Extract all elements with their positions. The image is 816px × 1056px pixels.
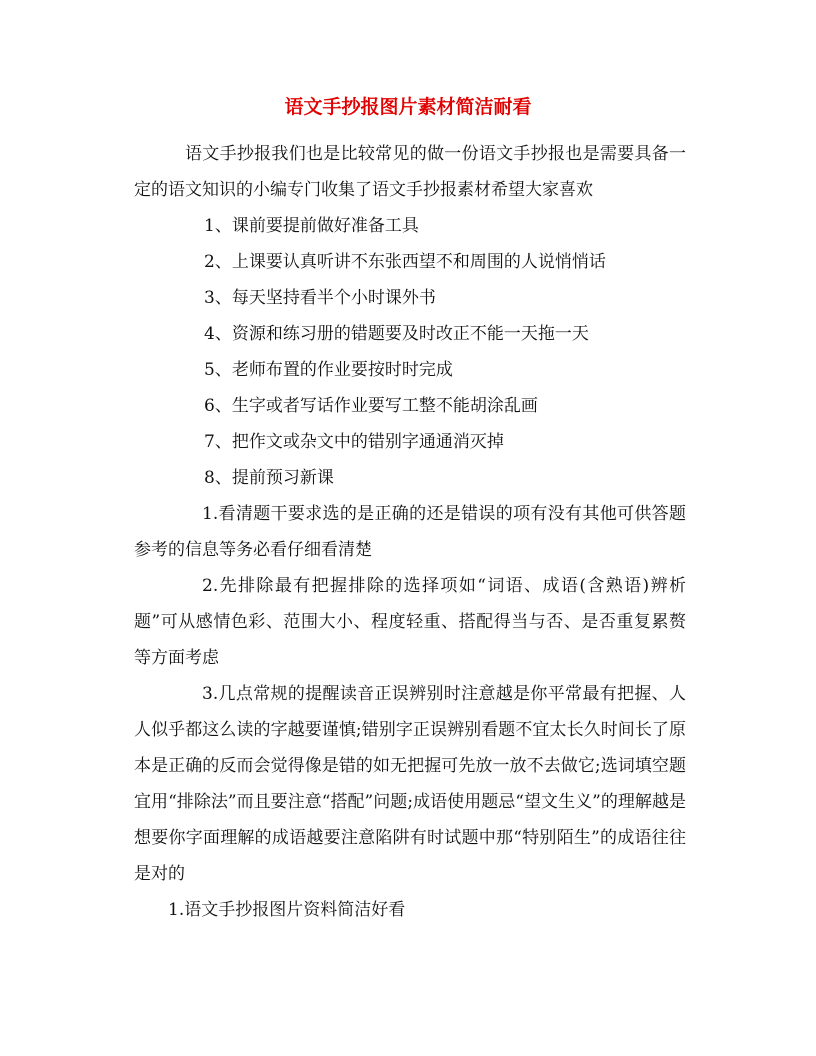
list-item: 2、上课要认真听讲不东张西望不和周围的人说悄悄话 xyxy=(204,252,606,272)
body-paragraph-1: 1.看清题干要求选的是正确的还是错误的项有没有其他可供答题参考的信息等务必看仔细看清楚 xyxy=(134,504,686,560)
list-item: 4、资源和练习册的错题要及时改正不能一天拖一天 xyxy=(204,324,589,344)
list-item: 6、生字或者写话作业要写工整不能胡涂乱画 xyxy=(204,396,538,416)
list-item: 7、把作文或杂文中的错别字通通消灭掉 xyxy=(204,432,504,452)
body-paragraph-2: 2.先排除最有把握排除的选择项如“词语、成语(含熟语)辨析题”可从感情色彩、范围大小、程度轻重、搭配得当与否、是否重复累赘等方面考虑 xyxy=(134,576,686,668)
list-item: 5、老师布置的作业要按时时完成 xyxy=(204,360,453,380)
section-heading: 1.语文手抄报图片资料简洁好看 xyxy=(168,900,406,920)
list-item: 1、课前要提前做好准备工具 xyxy=(204,216,419,236)
list-item: 8、提前预习新课 xyxy=(204,468,334,488)
list-item: 3、每天坚持看半个小时课外书 xyxy=(204,288,436,308)
body-paragraph-3: 3.几点常规的提醒读音正误辨别时注意越是你平常最有把握、人人似乎都这么读的字越要谨慎;错别字正误辨别看题不宜太长久时间长了原本是正确的反而会觉得像是错的如无把握可先放一放不去做它;选词填空题宜用“排除法”而且要注意“搭配”问题;成语使用题忌“望文生义”的理解越是想要你字面理解的成语越要注意陷阱有时试题中那“特别陌生”的成语往往是对的 xyxy=(134,684,686,884)
intro-paragraph: 语文手抄报我们也是比较常见的做一份语文手抄报也是需要具备一定的语文知识的小编专门收集了语文手抄报素材希望大家喜欢 xyxy=(134,144,686,200)
document-title: 语文手抄报图片素材简洁耐看 xyxy=(284,96,532,118)
